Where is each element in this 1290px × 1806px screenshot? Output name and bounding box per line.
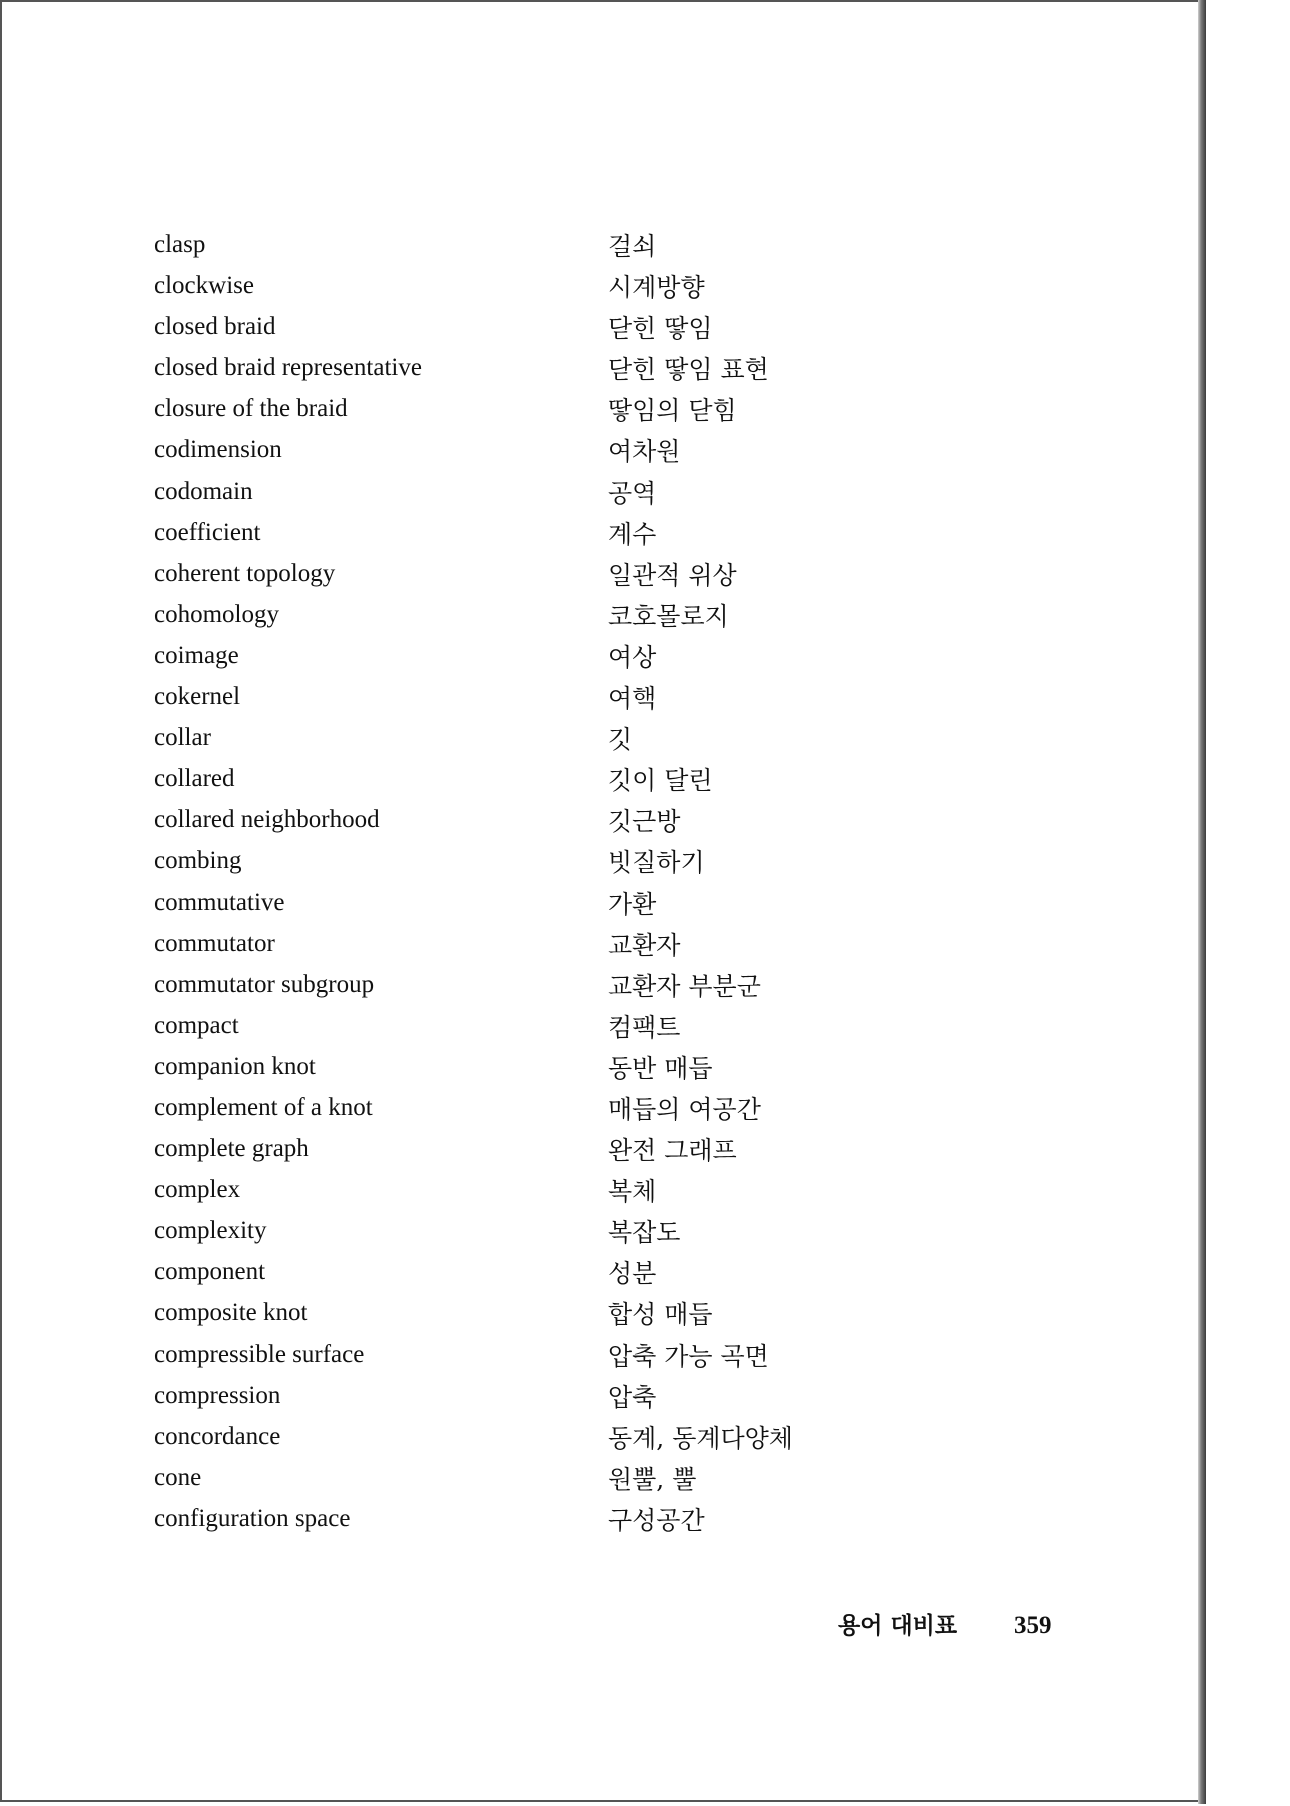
english-term: complete graph [154,1135,309,1163]
english-term: commutative [154,888,285,916]
korean-term: 깃이 달린 [608,766,713,796]
page-footer [838,1608,1050,1644]
korean-term: 여상 [608,642,657,672]
english-term: codomain [154,477,253,505]
korean-term: 닫힌 땋임 표현 [608,355,769,385]
glossary-row [152,388,912,429]
glossary-row [152,1251,912,1292]
korean-term: 성분 [608,1259,657,1289]
glossary-row [152,1334,912,1375]
english-term: compressible surface [154,1340,365,1368]
glossary-row [152,717,912,758]
korean-term: 완전 그래프 [608,1136,737,1166]
english-term: component [154,1258,266,1286]
english-term: cohomology [154,600,279,628]
glossary-row [152,553,912,594]
glossary-row [152,265,912,306]
english-term: complex [154,1176,241,1204]
english-term: collared [154,765,235,793]
glossary-row [152,964,912,1005]
english-term: closed braid representative [154,354,422,382]
english-term: concordance [154,1422,281,1450]
glossary-table [152,224,912,1539]
korean-term: 시계방향 [608,273,705,303]
english-term: closed braid [154,313,276,341]
korean-term: 코호몰로지 [608,601,729,631]
korean-term: 동반 매듭 [608,1053,713,1083]
english-term: complexity [154,1217,267,1245]
glossary-row [152,429,912,470]
korean-term: 깃 [608,725,633,755]
korean-term: 원뿔, 뿔 [608,1464,697,1494]
glossary-row [152,799,912,840]
korean-term: 압축 가능 곡면 [608,1341,769,1371]
glossary-row [152,758,912,799]
korean-term: 압축 [608,1382,657,1412]
glossary-row [152,347,912,388]
glossary-row [152,306,912,347]
english-term: compression [154,1381,281,1409]
page-edge-shadow [1198,0,1206,1804]
korean-term: 매듭의 여공간 [608,1094,761,1124]
english-term: commutator subgroup [154,970,375,998]
korean-term: 동계, 동계다양체 [608,1423,793,1453]
english-term: collared neighborhood [154,806,380,834]
korean-term: 닫힌 땋임 [608,314,713,344]
korean-term: 가환 [608,889,657,919]
glossary-row [152,882,912,923]
glossary-row [152,1169,912,1210]
korean-term: 깃근방 [608,807,681,837]
glossary-row [152,1457,912,1498]
korean-term: 여차원 [608,437,681,467]
glossary-row [152,1292,912,1333]
english-term: coimage [154,641,239,669]
english-term: cone [154,1463,202,1491]
glossary-row [152,1046,912,1087]
korean-term: 합성 매듭 [608,1300,713,1330]
glossary-row [152,594,912,635]
footer-section-label: 용어 대비표 [838,1612,958,1639]
english-term: configuration space [154,1504,351,1532]
glossary-row [152,840,912,881]
glossary-row [152,923,912,964]
glossary-row [152,635,912,676]
glossary-row [152,471,912,512]
english-term: combing [154,847,242,875]
page-number: 359 [1014,1612,1052,1639]
english-term: collar [154,724,211,752]
glossary-row [152,676,912,717]
english-term: codimension [154,436,282,464]
korean-term: 교환자 [608,930,681,960]
glossary-row [152,1210,912,1251]
english-term: clockwise [154,272,254,300]
english-term: clasp [154,231,206,258]
english-term: composite knot [154,1299,308,1327]
glossary-row [152,512,912,553]
english-term: companion knot [154,1052,316,1080]
glossary-row [152,1087,912,1128]
english-term: coefficient [154,518,261,546]
glossary-row [152,1128,912,1169]
glossary-row [152,1498,912,1539]
korean-term: 여핵 [608,684,657,714]
korean-term: 땋임의 닫힘 [608,396,737,426]
korean-term: 일관적 위상 [608,560,737,590]
korean-term: 컴팩트 [608,1012,681,1042]
korean-term: 공역 [608,478,657,508]
glossary-row [152,224,912,265]
english-term: cokernel [154,683,241,711]
glossary-row [152,1005,912,1046]
korean-term: 구성공간 [608,1505,705,1535]
korean-term: 복잡도 [608,1218,681,1248]
korean-term: 복체 [608,1177,657,1207]
korean-term: 빗질하기 [608,848,705,878]
english-term: coherent topology [154,559,336,587]
english-term: compact [154,1011,239,1039]
korean-term: 걸쇠 [608,232,657,261]
korean-term: 계수 [608,519,657,549]
english-term: commutator [154,929,275,957]
english-term: closure of the braid [154,395,348,423]
glossary-row [152,1375,912,1416]
glossary-row [152,1416,912,1457]
korean-term: 교환자 부분군 [608,971,761,1001]
english-term: complement of a knot [154,1093,373,1121]
